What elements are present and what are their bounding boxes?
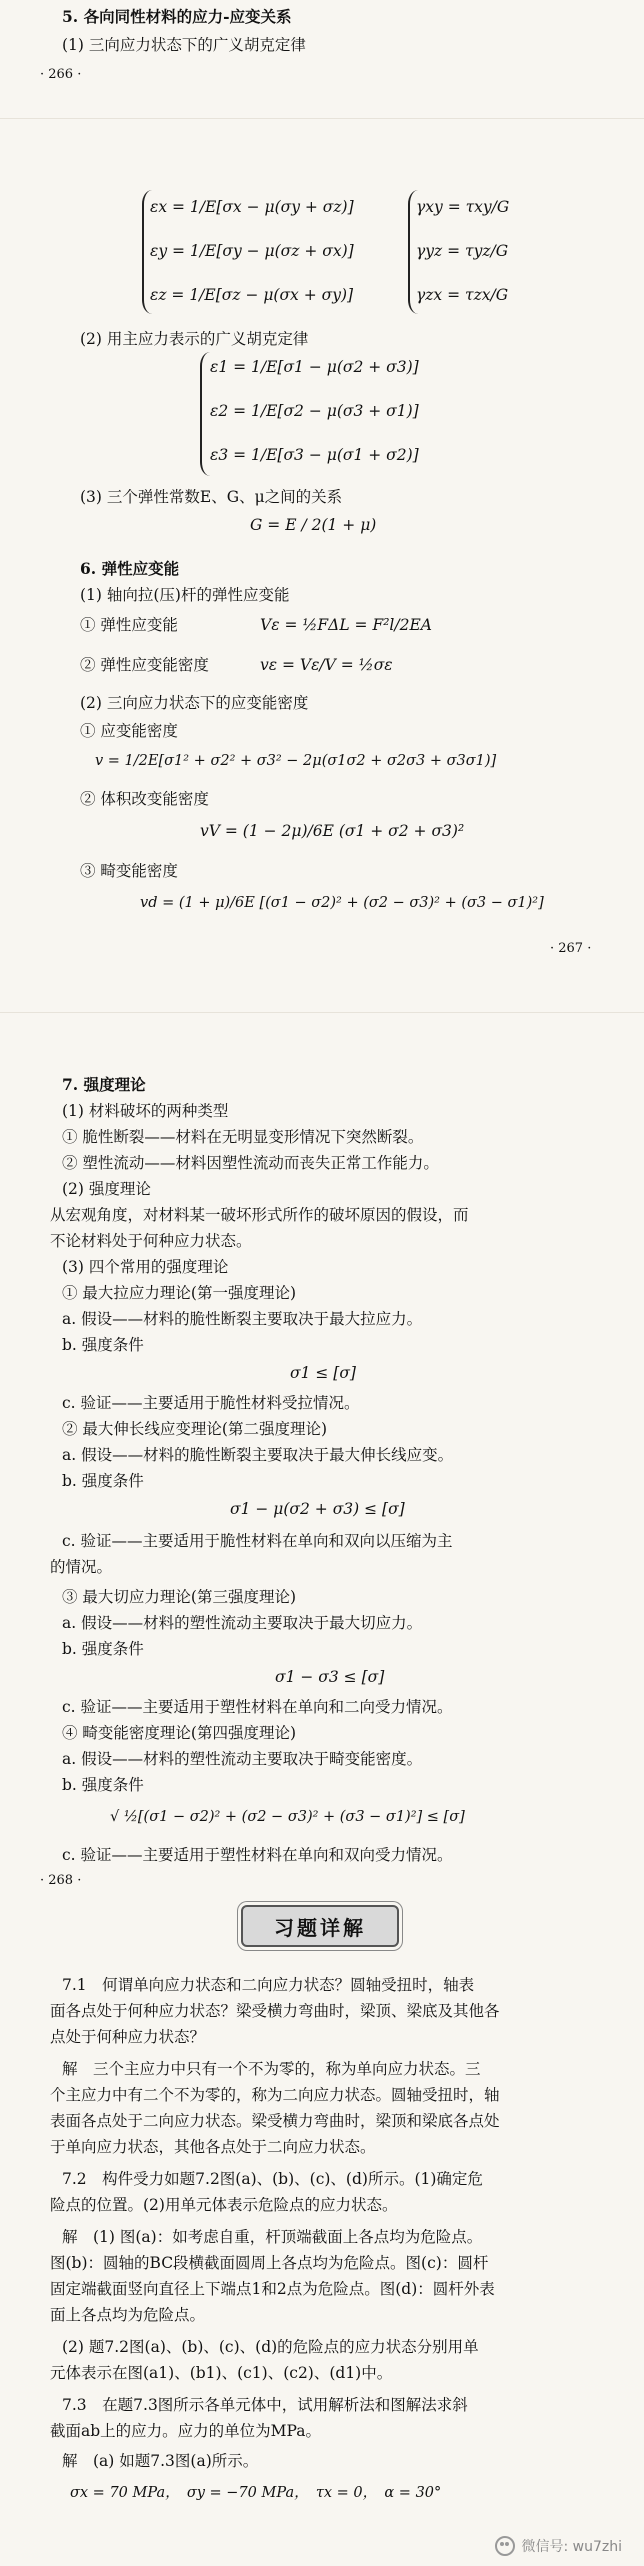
theory-3-verification: c. 验证——主要适用于塑性材料在单向和二向受力情况。 [62,1698,453,1716]
question-7-1-line-1: 7.1 何谓单向应力状态和二向应力状态？圆轴受扭时，轴表 [62,1976,475,1994]
theory-3-title: ③ 最大切应力理论(第三强度理论) [62,1588,297,1606]
item-strain-energy-density-label: ② 弹性应变能密度 [80,656,209,674]
theory-2-hypothesis: a. 假设——材料的脆性断裂主要取决于最大伸长线应变。 [62,1446,454,1464]
answer-7-2-line-2: 图(b)：圆轴的BC段横截面圆周上各点均为危险点。图(c)：圆杆 [50,2254,489,2272]
eq-gamma-zx: γzx = τzx/G [416,286,509,304]
question-7-2-line-2: 险点的位置。(2)用单元体表示危险点的应力状态。 [50,2196,398,2214]
page-number-268: · 268 · [40,1873,82,1888]
heading-6-1: (1) 轴向拉(压)杆的弹性应变能 [80,586,290,604]
failure-type-brittle: ① 脆性断裂——材料在无明显变形情况下突然断裂。 [62,1128,424,1146]
answer-7-1-line-4: 于单向应力状态，其他各点处于二向应力状态。 [50,2138,376,2156]
wechat-icon [495,2536,515,2556]
theory-1-title: ① 最大拉应力理论(第一强度理论) [62,1284,297,1302]
theory-1-verification: c. 验证——主要适用于脆性材料受拉情况。 [62,1394,360,1412]
eq-epsilon-x: εx = 1/E[σx − μ(σy + σz)] [150,198,354,216]
answer-7-2-line-5: (2) 题7.2图(a)、(b)、(c)、(d)的危险点的应力状态分别用单 [62,2338,479,2356]
answer-7-3-given-values: σx = 70 MPa， σy = −70 MPa， τx = 0， α = 30° [70,2485,442,2501]
theory-2-equation: σ1 − μ(σ2 + σ3) ≤ [σ] [230,1500,405,1518]
page-separator [0,118,644,119]
eq-epsilon-1: ε1 = 1/E[σ1 − μ(σ2 + σ3)] [210,358,419,376]
eq-distortion-energy: vd = (1 + μ)/6E [(σ1 − σ2)² + (σ2 − σ3)² + (σ3 − σ1)²] [140,895,544,911]
item-volume-energy-label: ② 体积改变能密度 [80,790,209,808]
eq-strain-energy: Vε = ½FΔL = F²l/2EA [260,616,432,634]
heading-5-2: (2) 用主应力表示的广义胡克定律 [80,330,309,348]
item-distortion-energy-label: ③ 畸变能密度 [80,862,178,880]
question-7-3-line-1: 7.3 在题7.3图所示各单元体中，试用解析法和图解法求斜 [62,2396,468,2414]
answer-7-1-line-1: 解 三个主应力中只有一个不为零的，称为单向应力状态。三 [62,2060,481,2078]
heading-7: 7. 强度理论 [62,1075,146,1094]
heading-5-1: (1) 三向应力状态下的广义胡克定律 [62,36,306,54]
answer-7-1-line-2: 个主应力中有二个不为零的，称为二向应力状态。圆轴受扭时，轴 [50,2086,500,2104]
theory-4-equation: √ ½[(σ1 − σ2)² + (σ2 − σ3)² + (σ3 − σ1)²] ≤ [σ] [110,1809,465,1825]
page-number-267: · 267 · [550,941,592,956]
eq-shear-modulus: G = E / 2(1 + μ) [250,516,377,534]
item-strain-energy-label: ① 弹性应变能 [80,616,178,634]
theory-3-condition-label: b. 强度条件 [62,1640,144,1658]
theory-2-condition-label: b. 强度条件 [62,1472,144,1490]
heading-6-2: (2) 三向应力状态下的应变能密度 [80,694,309,712]
brace-principal [200,352,210,476]
eq-strain-energy-density: vε = Vε/V = ½σε [260,656,393,674]
exercise-banner-title: 习题详解 [274,1915,366,1940]
answer-7-2-line-1: 解 (1) 图(a)：如考虑自重，杆顶端截面上各点均为危险点。 [62,2228,483,2246]
answer-7-2-line-3: 固定端截面竖向直径上下端点1和2点为危险点。图(d)：圆杆外表 [50,2280,495,2298]
theory-4-condition-label: b. 强度条件 [62,1776,144,1794]
question-7-3-line-2: 截面ab上的应力。应力的单位为MPa。 [50,2422,322,2440]
theory-4-title: ④ 畸变能密度理论(第四强度理论) [62,1724,297,1742]
answer-7-3-line-1: 解 (a) 如题7.3图(a)所示。 [62,2452,259,2470]
theory-3-equation: σ1 − σ3 ≤ [σ] [275,1668,385,1686]
eq-epsilon-z: εz = 1/E[σz − μ(σx + σy)] [150,286,354,304]
item-energy-density-label: ① 应变能密度 [80,722,178,740]
theory-2-verification: c. 验证——主要适用于脆性材料在单向和双向以压缩为主 [62,1532,453,1550]
eq-epsilon-3: ε3 = 1/E[σ3 − μ(σ1 + σ2)] [210,446,419,464]
question-7-2-line-1: 7.2 构件受力如题7.2图(a)、(b)、(c)、(d)所示。(1)确定危 [62,2170,483,2188]
answer-7-2-line-4: 面上各点均为危险点。 [50,2306,206,2324]
theory-3-hypothesis: a. 假设——材料的塑性流动主要取决于最大切应力。 [62,1614,423,1632]
eq-volume-energy: vV = (1 − 2μ)/6E (σ1 + σ2 + σ3)² [200,822,465,840]
theory-2-verification-cont: 的情况。 [50,1558,113,1576]
theory-2-title: ② 最大伸长线应变理论(第二强度理论) [62,1420,328,1438]
question-7-1-line-3: 点处于何种应力状态？ [50,2028,206,2046]
answer-7-2-line-6: 元体表示在图(a1)、(b1)、(c1)、(c2)、(d1)中。 [50,2364,393,2382]
eq-epsilon-2: ε2 = 1/E[σ2 − μ(σ3 + σ1)] [210,402,419,420]
theory-1-equation: σ1 ≤ [σ] [290,1364,356,1382]
theory-4-hypothesis: a. 假设——材料的塑性流动主要取决于畸变能密度。 [62,1750,423,1768]
heading-7-3: (3) 四个常用的强度理论 [62,1258,229,1276]
heading-5-3: (3) 三个弹性常数E、G、μ之间的关系 [80,488,343,506]
answer-7-1-line-3: 表面各点处于二向应力状态。梁受横力弯曲时，梁顶和梁底各点处 [50,2112,500,2130]
heading-7-2: (2) 强度理论 [62,1180,151,1198]
page-number-266: · 266 · [40,67,82,82]
exercise-banner [241,1905,399,1947]
eq-energy-density: v = 1/2E[σ1² + σ2² + σ3² − 2μ(σ1σ2 + σ2σ3 + σ3σ1)] [95,753,497,769]
theory-1-hypothesis: a. 假设——材料的脆性断裂主要取决于最大拉应力。 [62,1310,423,1328]
definition-line-1: 从宏观角度，对材料某一破坏形式所作的破坏原因的假设，而 [50,1206,469,1224]
eq-epsilon-y: εy = 1/E[σy − μ(σz + σx)] [150,242,354,260]
definition-line-2: 不论材料处于何种应力状态。 [50,1232,252,1250]
heading-5: 5. 各向同性材料的应力-应变关系 [62,7,292,26]
heading-7-1: (1) 材料破坏的两种类型 [62,1102,229,1120]
watermark [495,2536,622,2556]
failure-type-plastic: ② 塑性流动——材料因塑性流动而丧失正常工作能力。 [62,1154,439,1172]
heading-6: 6. 弹性应变能 [80,559,180,578]
question-7-1-line-2: 面各点处于何种应力状态？梁受横力弯曲时，梁顶、梁底及其他各 [50,2002,500,2020]
watermark-text: 微信号: wu7zhi [521,2539,622,2555]
eq-gamma-yz: γyz = τyz/G [416,242,509,260]
theory-1-condition-label: b. 强度条件 [62,1336,144,1354]
eq-gamma-xy: γxy = τxy/G [416,198,510,216]
page-separator [0,1012,644,1013]
theory-4-verification: c. 验证——主要适用于塑性材料在单向和双向受力情况。 [62,1846,453,1864]
